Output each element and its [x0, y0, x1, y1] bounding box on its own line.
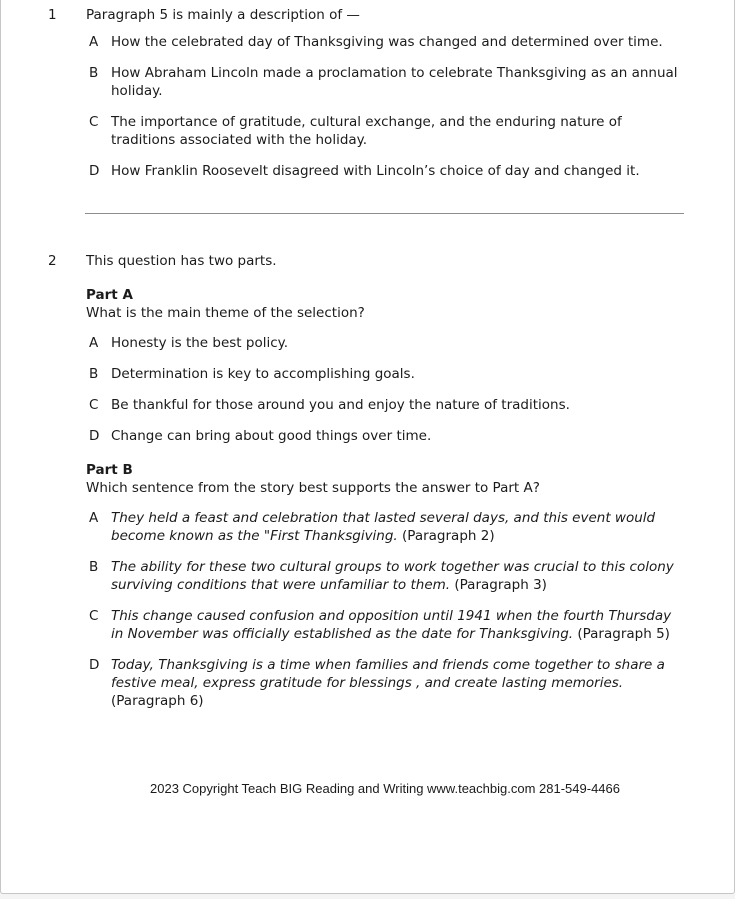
part-b-question: Which sentence from the story best supports the answer to Part A? — [86, 480, 540, 496]
quoted-sentence: The ability for these two cultural groups to work together was crucial to this colony surviving conditions that were unfamiliar to them. — [111, 559, 674, 593]
option-text — [111, 509, 679, 545]
question-1-option-c — [89, 113, 734, 149]
paragraph-citation: (Paragraph 3) — [454, 577, 547, 593]
option-text — [111, 607, 679, 643]
question-1-prompt: Paragraph 5 is mainly a description of — — [86, 7, 360, 23]
question-1-prompt-row — [1, 6, 734, 24]
part-a-question: What is the main theme of the selection? — [86, 305, 365, 321]
part-b-label: Part B — [86, 462, 133, 478]
question-2-prompt: This question has two parts. — [86, 253, 277, 269]
question-1-option-b — [89, 64, 734, 100]
question-1-option-d — [89, 162, 734, 180]
option-text — [111, 656, 679, 710]
option-text: How the celebrated day of Thanksgiving was changed and determined over time. — [111, 34, 663, 50]
question-1 — [1, 6, 734, 180]
question-2-prompt-row — [1, 252, 734, 270]
paragraph-citation: (Paragraph 5) — [577, 626, 670, 642]
option-text: Be thankful for those around you and enjoy the nature of traditions. — [111, 397, 570, 413]
page-footer — [86, 780, 684, 798]
question-1-options — [1, 33, 734, 180]
section-divider — [85, 213, 684, 214]
copyright-text: 2023 Copyright Teach BIG Reading and Writing www.teachbig.com 281-549-4466 — [150, 781, 620, 796]
option-letter: C — [89, 608, 99, 624]
option-text — [111, 558, 679, 594]
option-letter: C — [89, 114, 99, 130]
part-b-option-d — [89, 656, 734, 710]
part-a-options — [1, 334, 734, 445]
option-text: How Abraham Lincoln made a proclamation to celebrate Thanksgiving as an annual holiday. — [111, 65, 678, 99]
part-a-label: Part A — [86, 287, 133, 303]
part-b-options — [1, 509, 734, 710]
option-text: Change can bring about good things over time. — [111, 428, 432, 444]
question-1-option-a — [89, 33, 734, 51]
part-a-option-c — [89, 396, 734, 414]
quoted-sentence: They held a feast and celebration that lasted several days, and this event would become known as the "First Thanksgiving. — [111, 510, 656, 544]
question-1-number: 1 — [48, 7, 57, 23]
quoted-sentence: Today, Thanksgiving is a time when families and friends come together to share a festive meal, express gratitude for blessings , and create lasting memories. — [111, 657, 665, 691]
part-b-option-a — [89, 509, 734, 545]
option-text: Determination is key to accomplishing goals. — [111, 366, 415, 382]
option-letter: B — [89, 65, 99, 81]
part-b-option-c — [89, 607, 734, 643]
option-letter: D — [89, 428, 100, 444]
paragraph-citation: (Paragraph 6) — [111, 693, 204, 709]
paragraph-citation: (Paragraph 2) — [402, 528, 495, 544]
option-text: The importance of gratitude, cultural exchange, and the enduring nature of traditions associated with the holiday. — [111, 114, 622, 148]
option-text: How Franklin Roosevelt disagreed with Lincoln’s choice of day and changed it. — [111, 163, 640, 179]
question-2 — [1, 252, 734, 710]
option-letter: B — [89, 366, 99, 382]
option-letter: A — [89, 510, 99, 526]
part-b-option-b — [89, 558, 734, 594]
part-a-option-a — [89, 334, 734, 352]
option-letter: A — [89, 34, 99, 50]
option-letter: A — [89, 335, 99, 351]
quoted-sentence: This change caused confusion and opposition until 1941 when the fourth Thursday in November was officially established as the date for Thanksgiving. — [111, 608, 672, 642]
option-letter: D — [89, 163, 100, 179]
option-text: Honesty is the best policy. — [111, 335, 289, 351]
option-letter: C — [89, 397, 99, 413]
part-a-option-d — [89, 427, 734, 445]
option-letter: D — [89, 657, 100, 673]
question-2-number: 2 — [48, 253, 57, 269]
part-a-option-b — [89, 365, 734, 383]
option-letter: B — [89, 559, 99, 575]
